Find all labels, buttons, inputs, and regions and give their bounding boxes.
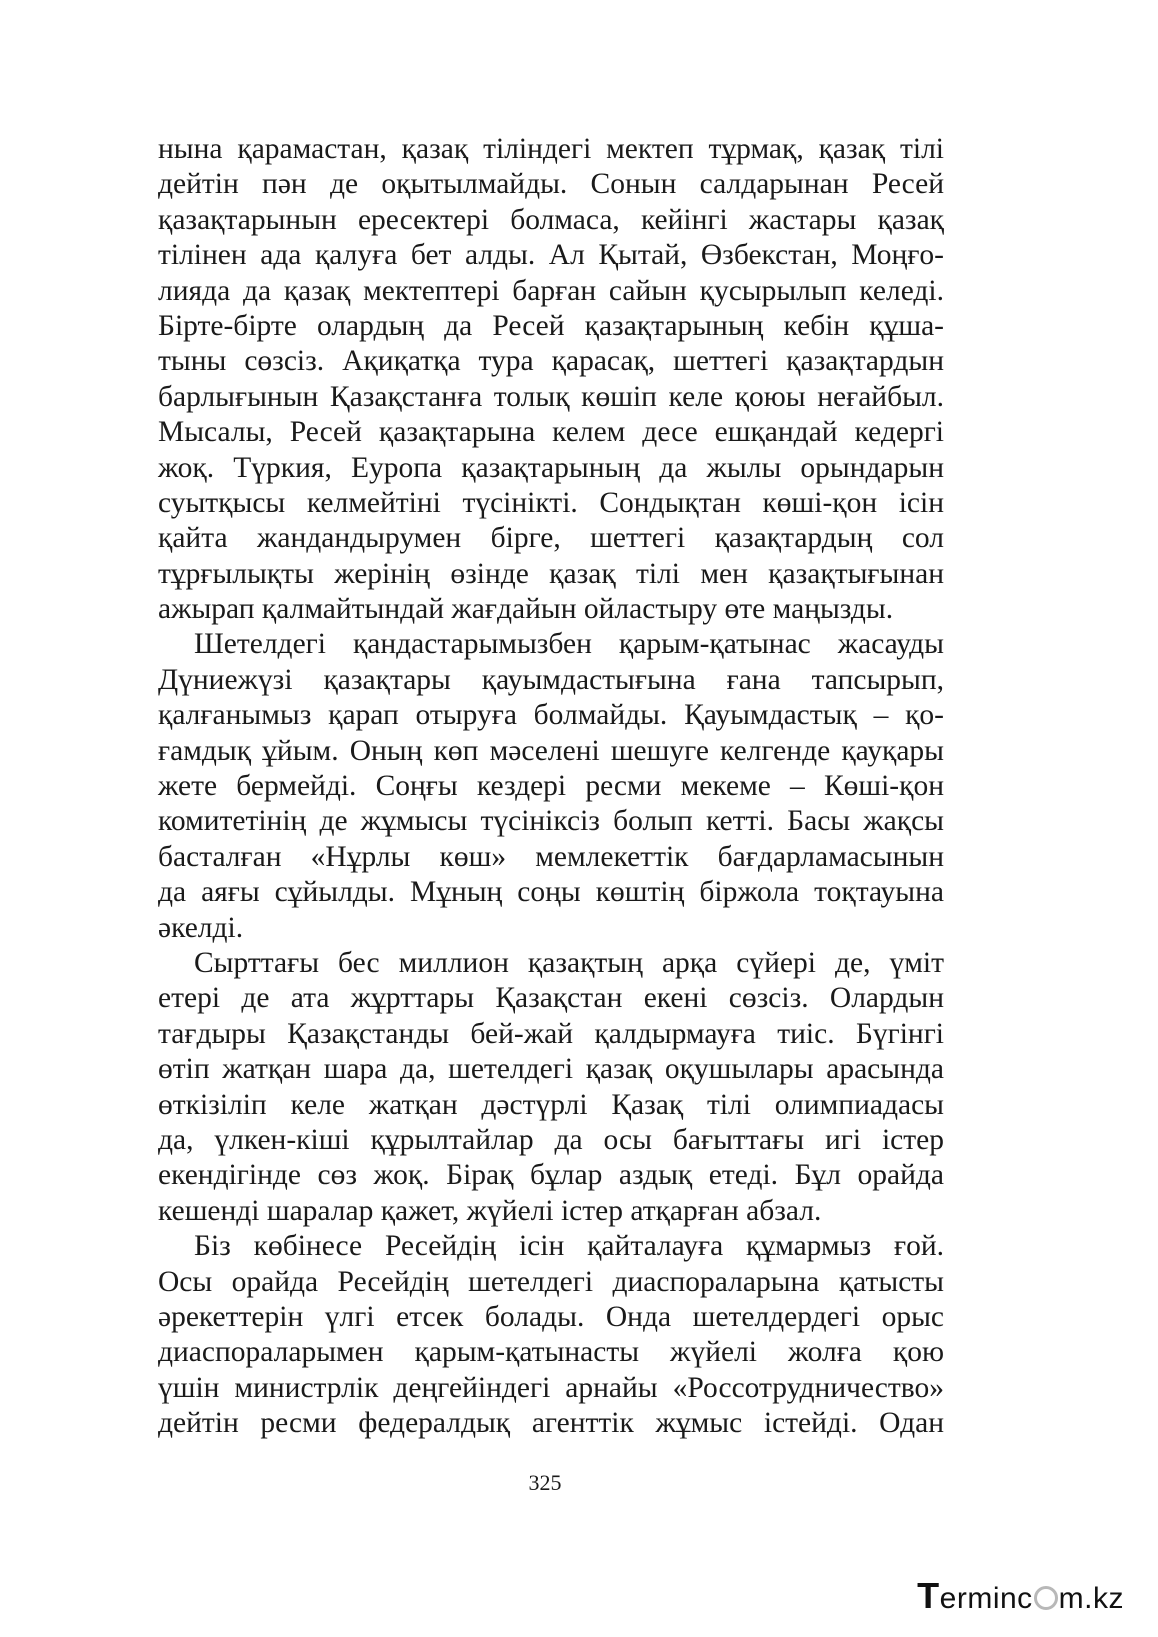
watermark-first-letter: T bbox=[917, 1575, 940, 1616]
text-line: Мысалы, Ресей қазақтарына келем десе ешқандай кедергі bbox=[158, 416, 944, 449]
text-line: да, үлкен-кіші құрылтайлар да осы бағыттағы игі істер bbox=[158, 1123, 944, 1156]
text-line: екендігінде сөз жоқ. Бірақ бұлар аздық етеді. Бұл орайда bbox=[158, 1159, 944, 1192]
text-line: дейтін ресми федералдық агенттік жұмыс істейді. Одан bbox=[158, 1407, 944, 1440]
text-line: өткізіліп келе жатқан дәстүрлі Қазақ тілі олимпиадасы bbox=[158, 1088, 944, 1121]
text-line: қазақтарынын ересектері болмаса, кейінгі жастары қазақ bbox=[158, 203, 944, 236]
text-line: тілінен ада қалуға бет алды. Ал Қытай, Өзбекстан, Моңғо- bbox=[158, 239, 944, 272]
text-line: тыны сөзсіз. Ақиқатқа тура қарасақ, шеттегі қазақтардын bbox=[158, 345, 944, 378]
text-line: тағдыры Қазақстанды бей-жай қалдырмауға тиіс. Бүгінгі bbox=[158, 1017, 944, 1050]
text-line: Осы орайда Ресейдің шетелдегі диаспораларына қатысты bbox=[158, 1265, 944, 1298]
text-line: барлығынын Қазақстанға толық көшіп келе қоюы неғайбыл. bbox=[158, 380, 944, 413]
text-line: Біз көбінесе Ресейдің ісін қайталауға құмармыз ғой. bbox=[194, 1230, 944, 1263]
body-text bbox=[158, 132, 944, 1441]
text-line: ғамдық ұйым. Оның көп мәселені шешуге келгенде қауқары bbox=[158, 734, 944, 767]
site-watermark bbox=[917, 1575, 1124, 1617]
text-line: комитетінің де жұмысы түсініксіз болып кетті. Басы жақсы bbox=[158, 805, 944, 838]
text-line: әрекеттерін үлгі етсек болады. Онда шетелдердегі орыс bbox=[158, 1300, 944, 1333]
text-line: суытқысы келмейтіні түсінікті. Сондықтан көші-қон ісін bbox=[158, 486, 944, 519]
page-number: 325 bbox=[528, 1470, 562, 1495]
watermark-end: m.kz bbox=[1058, 1582, 1124, 1615]
text-line: нына қарамастан, қазақ тіліндегі мектеп тұрмақ, қазақ тілі bbox=[158, 133, 944, 165]
text-line: етері де ата жұрттары Қазақстан екені сөзсіз. Олардын bbox=[158, 982, 944, 1015]
text-line: дейтін пән де оқытылмайды. Сонын салдарынан Ресей bbox=[158, 168, 944, 201]
text-line: Дүниежүзі қазақтары қауымдастығына ғана тапсырып, bbox=[158, 663, 944, 696]
magnifier-icon bbox=[1034, 1586, 1058, 1610]
text-line: ажырап қалмайтындай жағдайын ойластыру өте маңызды. bbox=[158, 593, 894, 626]
text-line: үшін министрлік деңгейіндегі арнайы «Россотрудничество» bbox=[158, 1371, 944, 1404]
text-line: әкелді. bbox=[158, 911, 244, 944]
text-line: Бірте-бірте олардың да Ресей қазақтарының кебін құша- bbox=[158, 309, 944, 342]
text-line: диаспораларымен қарым-қатынасты жүйелі жолға қою bbox=[158, 1336, 944, 1369]
text-line: да аяғы сұйылды. Мұның соңы көштің біржола тоқтауына bbox=[158, 876, 944, 909]
text-line: қайта жандандырумен бірге, шеттегі қазақтардың сол bbox=[158, 522, 944, 555]
text-line: лияда да қазақ мектептері барған сайын қусырылып келеді. bbox=[158, 274, 944, 307]
text-line: Шетелдегі қандастарымызбен қарым-қатынас жасауды bbox=[194, 628, 944, 661]
text-line: Сырттағы бес миллион қазақтың арқа сүйері де, үміт bbox=[194, 946, 944, 979]
text-line: жоқ. Түркия, Еуропа қазақтарының да жылы орындарын bbox=[158, 451, 944, 484]
text-line: тұрғылықты жерінің өзінде қазақ тілі мен қазақтығынан bbox=[158, 557, 944, 590]
text-line: жете бермейді. Соңғы кездері ресми мекеме – Көші-қон bbox=[158, 770, 944, 803]
text-line: басталған «Нұрлы көш» мемлекеттік бағдарламасынын bbox=[158, 840, 944, 873]
text-line: өтіп жатқан шара да, шетелдегі қазақ оқушылары арасында bbox=[158, 1053, 944, 1086]
text-line: қалғанымыз қарап отыруға болмайды. Қауымдастық – қо- bbox=[158, 699, 944, 732]
text-line: кешенді шаралар қажет, жүйелі істер атқарған абзал. bbox=[158, 1194, 822, 1227]
watermark-middle: erminc bbox=[939, 1582, 1033, 1615]
